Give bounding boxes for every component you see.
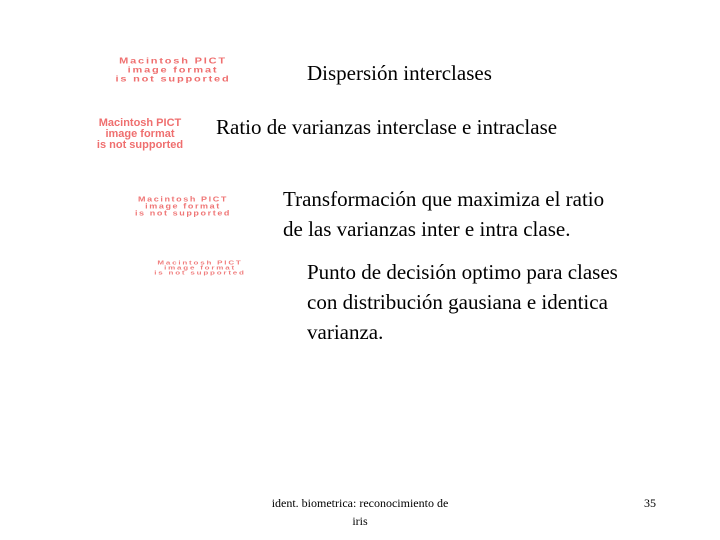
footer-text-line: iris — [352, 514, 368, 528]
pict-placeholder-line: image format — [145, 201, 221, 210]
pict-placeholder-line: is not supported — [154, 269, 246, 276]
pict-placeholder-line: is not supported — [115, 73, 231, 84]
page-number: 35 — [644, 496, 656, 510]
footer-text-line: ident. biometrica: reconocimiento de — [271, 496, 449, 510]
slide-footer — [250, 494, 470, 530]
item-ratio-varianzas — [216, 112, 557, 142]
pict-placeholder-line: image format — [105, 127, 175, 140]
pict-placeholder-line: is not supported — [134, 208, 232, 217]
pict-placeholder-image — [92, 116, 188, 152]
item-text-line: Ratio de varianzas interclase e intraclase — [216, 115, 558, 139]
item-text-line: varianza. — [307, 320, 384, 344]
pict-placeholder-line: Macintosh PICT — [98, 116, 182, 129]
item-text-line: de las varianzas inter e intra clase. — [283, 217, 571, 241]
pict-placeholder-line: Macintosh PICT — [119, 56, 227, 66]
pict-placeholder-line: image format — [127, 64, 219, 75]
pict-placeholder-image — [66, 56, 280, 84]
item-text-line: Dispersión interclases — [307, 61, 492, 85]
item-text-line: Punto de decisión optimo para clases — [307, 260, 618, 284]
pict-placeholder-image — [120, 257, 280, 279]
pict-placeholder-line: image format — [164, 264, 236, 271]
item-transformacion — [283, 184, 604, 244]
pict-placeholder-image — [102, 193, 264, 219]
item-dispersion-interclases — [307, 58, 492, 88]
item-text-line: Transformación que maximiza el ratio — [283, 187, 605, 211]
item-punto-decision — [307, 257, 618, 347]
pict-placeholder-line: is not supported — [96, 138, 184, 151]
pict-placeholder-line: Macintosh PICT — [157, 259, 243, 266]
pict-placeholder-line: Macintosh PICT — [138, 194, 228, 203]
item-text-line: con distribución gausiana e identica — [307, 290, 608, 314]
